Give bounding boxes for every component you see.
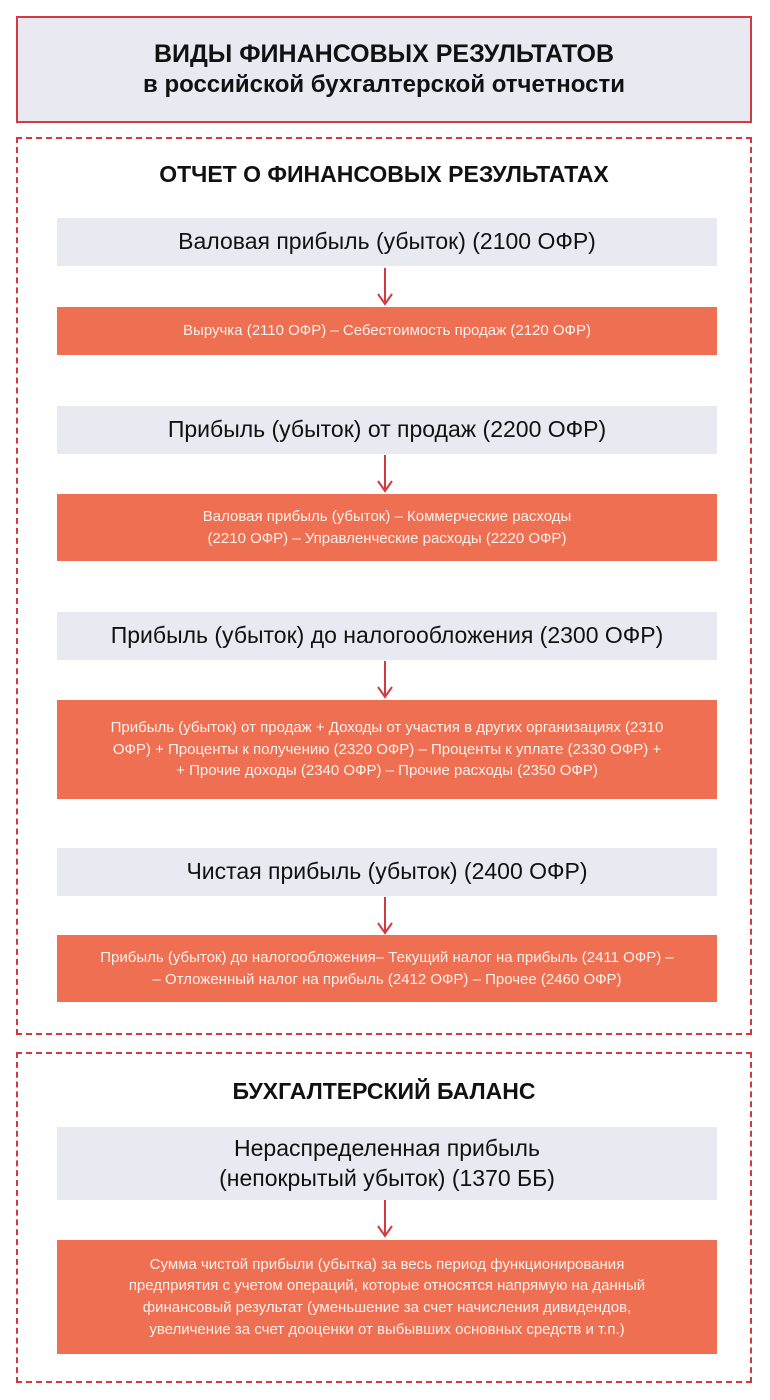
main-title: ВИДЫ ФИНАНСОВЫХ РЕЗУЛЬТАТОВ xyxy=(153,39,615,68)
down-arrow-icon xyxy=(375,455,395,495)
net-profit-box xyxy=(57,848,717,896)
gross-profit-formula-box xyxy=(57,307,717,355)
title-banner xyxy=(16,16,752,123)
sales-profit-box xyxy=(57,406,717,454)
formula-line: увеличение за счет дооценки от выбывших основных средств и т.п.) xyxy=(149,1320,625,1338)
down-arrow-icon xyxy=(375,268,395,308)
main-subtitle: в российской бухгалтерской отчетности xyxy=(143,71,625,99)
retained-earnings-box xyxy=(57,1127,717,1200)
balance-section-heading: БУХГАЛТЕРСКИЙ БАЛАНС xyxy=(232,1078,536,1104)
formula-line: Прибыль (убыток) от продаж + Доходы от участия в других организациях (2310 xyxy=(110,718,664,736)
net-profit-label: Чистая прибыль (убыток) (2400 ОФР) xyxy=(186,858,588,885)
pretax-profit-formula-box xyxy=(57,700,717,799)
ofr-section-heading: ОТЧЕТ О ФИНАНСОВЫХ РЕЗУЛЬТАТАХ xyxy=(159,161,609,187)
gross-profit-label: Валовая прибыль (убыток) (2100 ОФР) xyxy=(178,228,596,255)
retained-earnings-label: (непокрытый убыток) (1370 ББ) xyxy=(219,1164,555,1191)
sales-profit-label: Прибыль (убыток) от продаж (2200 ОФР) xyxy=(167,416,607,443)
pretax-profit-box xyxy=(57,612,717,660)
down-arrow-icon xyxy=(375,1200,395,1240)
down-arrow-icon xyxy=(375,897,395,937)
formula-line: + Прочие доходы (2340 ОФР) – Прочие расходы (2350 ОФР) xyxy=(176,762,598,780)
balance-section xyxy=(16,1052,752,1383)
formula-line: ОФР) + Проценты к получению (2320 ОФР) – Проценты к уплате (2330 ОФР) + xyxy=(112,740,662,758)
formula-line: – Отложенный налог на прибыль (2412 ОФР) – Прочее (2460 ОФР) xyxy=(152,970,622,988)
sales-profit-formula-box xyxy=(57,494,717,561)
formula-line: Выручка (2110 ОФР) – Себестоимость продаж (2120 ОФР) xyxy=(183,322,591,340)
net-profit-formula-box xyxy=(57,935,717,1002)
formula-line: Прибыль (убыток) до налогообложения– Текущий налог на прибыль (2411 ОФР) – xyxy=(100,948,674,966)
formula-line: Валовая прибыль (убыток) – Коммерческие расходы xyxy=(202,507,572,525)
formula-line: финансовый результат (уменьшение за счет начисления дивидендов, xyxy=(142,1299,632,1316)
retained-earnings-label: Нераспределенная прибыль xyxy=(234,1134,540,1161)
retained-earnings-formula-box xyxy=(57,1240,717,1354)
pretax-profit-label: Прибыль (убыток) до налогообложения (2300 ОФР) xyxy=(110,622,664,649)
gross-profit-box xyxy=(57,218,717,266)
formula-line: Сумма чистой прибыли (убытка) за весь период функционирования xyxy=(149,1255,625,1273)
ofr-section xyxy=(16,137,752,1035)
formula-line: предприятия с учетом операций, которые относятся напрямую на данный xyxy=(128,1277,646,1295)
formula-line: (2210 ОФР) – Управленческие расходы (2220 ОФР) xyxy=(207,529,567,547)
down-arrow-icon xyxy=(375,661,395,701)
